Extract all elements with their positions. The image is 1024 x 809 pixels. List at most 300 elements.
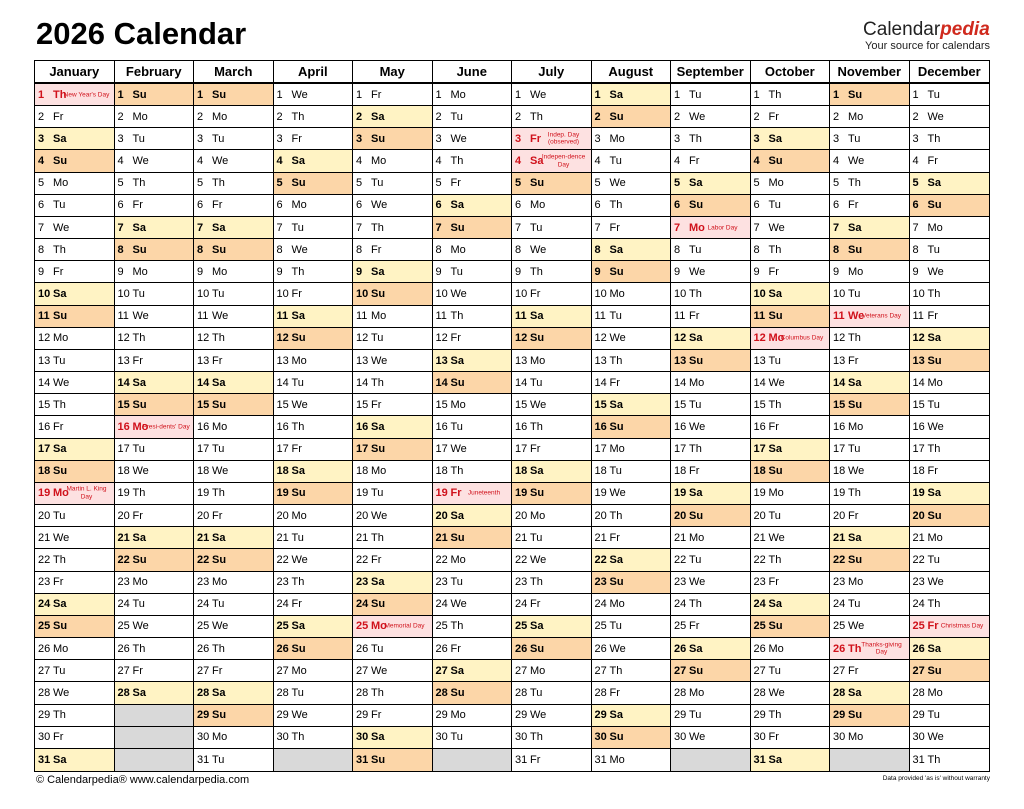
day-number: 31 <box>197 753 210 766</box>
day-cell <box>512 239 592 261</box>
day-number: 5 <box>833 177 840 190</box>
weekday-label: Fr <box>132 664 143 677</box>
weekday-label: Su <box>212 553 227 566</box>
weekday-label: Th <box>371 221 384 234</box>
day-cell <box>512 217 592 239</box>
day-cell <box>353 594 433 616</box>
weekday-label: Fr <box>848 199 859 212</box>
day-cell <box>274 705 354 727</box>
weekday-label: Mo <box>689 221 705 234</box>
holiday-cell <box>433 483 513 505</box>
day-cell <box>512 283 592 305</box>
weekday-label: Su <box>450 531 465 544</box>
day-number: 4 <box>515 155 522 168</box>
weekday-label: Sa <box>291 465 305 478</box>
weekday-label: We <box>53 376 70 389</box>
day-number: 17 <box>912 443 925 456</box>
day-cell <box>592 439 672 461</box>
day-cell <box>115 505 195 527</box>
day-number: 24 <box>912 598 925 611</box>
day-cell <box>592 682 672 704</box>
weekday-label: Sa <box>768 132 782 145</box>
day-cell <box>671 173 751 195</box>
holiday-cell <box>512 128 592 150</box>
weekday-label: Sa <box>848 686 862 699</box>
day-cell <box>751 505 831 527</box>
day-cell <box>353 372 433 394</box>
day-number: 26 <box>276 642 289 655</box>
weekday-label: Fr <box>848 664 859 677</box>
day-cell <box>830 195 910 217</box>
day-number: 30 <box>515 731 528 744</box>
day-cell <box>274 505 354 527</box>
day-number: 1 <box>753 88 760 101</box>
day-number: 9 <box>197 265 204 278</box>
weekday-label: Su <box>609 731 624 744</box>
weekday-label: We <box>927 576 944 589</box>
day-cell <box>830 350 910 372</box>
day-number: 29 <box>197 709 210 722</box>
weekday-label: Tu <box>530 376 543 389</box>
weekday-label: Sa <box>768 753 782 766</box>
weekday-label: Th <box>768 243 782 256</box>
day-cell <box>353 549 433 571</box>
day-number: 26 <box>197 642 210 655</box>
weekday-label: Th <box>212 487 225 500</box>
weekday-label: Th <box>530 576 543 589</box>
weekday-label: Su <box>689 354 704 367</box>
day-number: 22 <box>674 553 687 566</box>
weekday-label: Fr <box>212 354 223 367</box>
day-number: 17 <box>515 443 528 456</box>
day-number: 6 <box>515 199 522 212</box>
weekday-label: Mo <box>609 288 625 301</box>
month-header-november: November <box>830 61 910 84</box>
day-cell <box>512 394 592 416</box>
day-cell <box>512 195 592 217</box>
day-cell <box>592 505 672 527</box>
weekday-label: Mo <box>768 177 784 190</box>
weekday-label: We <box>530 398 547 411</box>
day-number: 1 <box>674 88 681 101</box>
day-cell <box>35 150 115 172</box>
weekday-label: Su <box>609 420 624 433</box>
weekday-label: We <box>53 686 70 699</box>
day-number: 16 <box>912 420 925 433</box>
day-cell <box>115 261 195 283</box>
day-cell <box>274 239 354 261</box>
day-cell <box>194 283 274 305</box>
day-cell <box>194 594 274 616</box>
weekday-label: Mo <box>609 598 625 611</box>
weekday-label: Fr <box>927 465 938 478</box>
weekday-label: Su <box>53 465 68 478</box>
day-cell <box>751 461 831 483</box>
day-number: 10 <box>117 288 130 301</box>
day-number: 5 <box>38 177 45 190</box>
day-number: 25 <box>435 620 448 633</box>
day-cell <box>751 572 831 594</box>
day-number: 26 <box>356 642 369 655</box>
day-cell <box>194 461 274 483</box>
day-number: 17 <box>117 443 130 456</box>
day-cell <box>274 394 354 416</box>
day-number: 29 <box>276 709 289 722</box>
day-number: 17 <box>594 443 607 456</box>
day-number: 14 <box>833 376 846 389</box>
weekday-label: Sa <box>768 598 782 611</box>
day-cell <box>592 638 672 660</box>
day-number: 31 <box>515 753 528 766</box>
day-number: 10 <box>594 288 607 301</box>
empty-day-cell <box>671 749 751 771</box>
day-number: 7 <box>912 221 919 234</box>
day-number: 15 <box>912 398 925 411</box>
day-cell <box>751 549 831 571</box>
weekday-label: Su <box>609 110 624 123</box>
weekday-label: Sa <box>609 88 623 101</box>
brand-name <box>863 20 990 40</box>
day-number: 21 <box>276 531 289 544</box>
weekday-label: Mo <box>291 199 307 212</box>
weekday-label: Su <box>768 620 783 633</box>
day-number: 11 <box>276 310 289 323</box>
day-cell <box>194 128 274 150</box>
weekday-label: Tu <box>132 443 145 456</box>
weekday-label: Th <box>768 553 782 566</box>
day-number: 19 <box>38 487 51 500</box>
day-cell <box>512 505 592 527</box>
day-number: 19 <box>117 487 130 500</box>
day-number: 1 <box>515 88 522 101</box>
day-cell <box>115 128 195 150</box>
weekday-label: We <box>212 620 229 633</box>
weekday-label: Sa <box>768 443 782 456</box>
weekday-label: Su <box>450 686 465 699</box>
day-number: 17 <box>435 443 448 456</box>
weekday-label: Th <box>848 332 861 345</box>
weekday-label: We <box>53 531 70 544</box>
footer-copyright[interactable]: © Calendarpedia® www.calendarpedia.com <box>36 774 250 786</box>
page-title: 2026 Calendar <box>36 16 247 51</box>
day-cell <box>592 372 672 394</box>
weekday-label: Th <box>768 398 782 411</box>
day-cell <box>194 394 274 416</box>
weekday-label: Th <box>450 155 464 168</box>
day-cell <box>274 527 354 549</box>
day-cell <box>751 239 831 261</box>
day-number: 15 <box>38 398 51 411</box>
weekday-label: We <box>689 731 706 744</box>
day-number: 23 <box>594 576 607 589</box>
weekday-label: Th <box>689 598 702 611</box>
day-cell <box>353 239 433 261</box>
day-cell <box>194 549 274 571</box>
weekday-label: Th <box>212 332 225 345</box>
weekday-label: Fr <box>291 598 302 611</box>
day-number: 27 <box>833 664 846 677</box>
day-number: 5 <box>356 177 363 190</box>
day-number: 3 <box>594 132 601 145</box>
day-cell <box>274 150 354 172</box>
day-number: 11 <box>594 310 606 323</box>
day-number: 23 <box>117 576 130 589</box>
weekday-label: Fr <box>689 465 700 478</box>
day-number: 12 <box>197 332 210 345</box>
weekday-label: We <box>132 310 149 323</box>
day-number: 25 <box>912 620 925 633</box>
day-cell <box>671 150 751 172</box>
weekday-label: Tu <box>689 243 702 256</box>
day-number: 11 <box>38 310 50 323</box>
day-number: 16 <box>356 420 369 433</box>
weekday-label: Th <box>609 509 623 522</box>
day-number: 4 <box>674 155 681 168</box>
day-cell <box>512 461 592 483</box>
footer-disclaimer: Data provided 'as is' without warranty <box>882 775 990 782</box>
day-number: 18 <box>753 465 766 478</box>
weekday-label: Mo <box>689 376 705 389</box>
weekday-label: We <box>768 686 785 699</box>
day-cell <box>115 527 195 549</box>
weekday-label: Su <box>132 243 147 256</box>
day-number: 11 <box>753 310 766 323</box>
weekday-label: We <box>768 531 785 544</box>
day-number: 20 <box>356 509 369 522</box>
day-number: 1 <box>435 88 442 101</box>
day-cell <box>751 616 831 638</box>
month-header-january: January <box>35 61 115 84</box>
brand-logo[interactable] <box>863 20 990 52</box>
weekday-label: Su <box>371 598 386 611</box>
day-number: 7 <box>594 221 601 234</box>
day-cell <box>353 84 433 106</box>
day-number: 20 <box>117 509 130 522</box>
day-number: 11 <box>356 310 368 323</box>
weekday-label: Fr <box>132 199 143 212</box>
day-cell <box>910 261 990 283</box>
day-cell <box>115 572 195 594</box>
day-number: 11 <box>912 310 924 323</box>
weekday-label: Su <box>132 88 147 101</box>
weekday-label: Mo <box>53 177 69 190</box>
month-header-september: September <box>671 61 751 84</box>
weekday-label: Th <box>371 686 384 699</box>
day-cell <box>353 128 433 150</box>
holiday-cell <box>671 217 751 239</box>
day-number: 8 <box>117 243 124 256</box>
day-number: 24 <box>276 598 289 611</box>
weekday-label: Sa <box>530 620 544 633</box>
month-header-december: December <box>910 61 990 84</box>
day-number: 9 <box>674 265 681 278</box>
weekday-label: Su <box>371 753 386 766</box>
day-cell <box>274 217 354 239</box>
day-cell <box>433 217 513 239</box>
holiday-cell <box>353 616 433 638</box>
day-number: 18 <box>38 465 51 478</box>
day-cell <box>910 572 990 594</box>
day-cell <box>35 394 115 416</box>
day-cell <box>35 727 115 749</box>
day-cell <box>274 128 354 150</box>
day-number: 28 <box>515 686 528 699</box>
weekday-label: Fr <box>530 288 541 301</box>
day-cell <box>194 439 274 461</box>
holiday-cell <box>830 306 910 328</box>
weekday-label: Fr <box>132 354 143 367</box>
day-number: 17 <box>356 443 369 456</box>
day-number: 2 <box>276 110 283 123</box>
day-cell <box>274 461 354 483</box>
day-number: 30 <box>833 731 846 744</box>
day-cell <box>512 84 592 106</box>
weekday-label: Su <box>689 199 704 212</box>
day-cell <box>35 638 115 660</box>
holiday-cell <box>830 638 910 660</box>
day-cell <box>751 705 831 727</box>
weekday-label: Sa <box>371 576 385 589</box>
month-header-february: February <box>115 61 195 84</box>
holiday-cell <box>910 616 990 638</box>
day-cell <box>592 239 672 261</box>
day-number: 6 <box>435 199 442 212</box>
weekday-label: Fr <box>371 709 382 722</box>
day-number: 3 <box>435 132 442 145</box>
weekday-label: Su <box>689 509 704 522</box>
weekday-label: Tu <box>212 443 225 456</box>
day-cell <box>35 505 115 527</box>
weekday-label: Tu <box>689 709 702 722</box>
day-cell <box>910 505 990 527</box>
weekday-label: Sa <box>927 177 941 190</box>
holiday-name: Indepen-dence Day <box>541 153 586 169</box>
calendar-grid <box>34 60 990 772</box>
day-cell <box>751 128 831 150</box>
weekday-label: We <box>450 598 467 611</box>
day-cell <box>353 682 433 704</box>
weekday-label: Tu <box>689 398 702 411</box>
day-cell <box>35 328 115 350</box>
day-cell <box>592 572 672 594</box>
day-number: 22 <box>197 553 210 566</box>
holiday-cell <box>35 483 115 505</box>
day-number: 18 <box>833 465 846 478</box>
day-cell <box>353 439 433 461</box>
day-number: 21 <box>833 531 846 544</box>
day-cell <box>830 505 910 527</box>
day-number: 12 <box>356 332 369 345</box>
day-cell <box>830 727 910 749</box>
day-cell <box>910 682 990 704</box>
weekday-label: Th <box>450 310 464 323</box>
weekday-label: Fr <box>450 487 462 500</box>
weekday-label: We <box>530 88 547 101</box>
day-number: 8 <box>674 243 681 256</box>
weekday-label: Mo <box>768 332 785 345</box>
day-cell <box>512 594 592 616</box>
day-number: 4 <box>276 155 283 168</box>
weekday-label: Tu <box>371 642 384 655</box>
holiday-cell <box>115 416 195 438</box>
day-cell <box>751 638 831 660</box>
day-cell <box>115 195 195 217</box>
day-number: 16 <box>753 420 766 433</box>
day-cell <box>671 572 751 594</box>
weekday-label: We <box>689 420 706 433</box>
day-cell <box>194 239 274 261</box>
weekday-label: Sa <box>689 332 703 345</box>
day-number: 20 <box>753 509 766 522</box>
weekday-label: We <box>291 88 308 101</box>
day-number: 14 <box>38 376 51 389</box>
weekday-label: Fr <box>450 177 461 190</box>
weekday-label: Th <box>291 576 305 589</box>
day-number: 13 <box>833 354 846 367</box>
day-number: 22 <box>912 553 925 566</box>
weekday-label: Su <box>132 553 147 566</box>
day-number: 8 <box>515 243 522 256</box>
weekday-label: We <box>689 265 706 278</box>
day-cell <box>115 372 195 394</box>
weekday-label: Fr <box>291 132 302 145</box>
weekday-label: Mo <box>530 664 546 677</box>
weekday-label: Sa <box>371 110 385 123</box>
day-number: 3 <box>117 132 124 145</box>
day-number: 7 <box>117 221 124 234</box>
weekday-label: We <box>927 420 944 433</box>
day-cell <box>194 195 274 217</box>
weekday-label: Mo <box>132 576 148 589</box>
day-number: 24 <box>435 598 448 611</box>
weekday-label: Fr <box>530 443 541 456</box>
day-cell <box>751 84 831 106</box>
day-number: 16 <box>38 420 51 433</box>
weekday-label: We <box>768 221 785 234</box>
day-cell <box>274 549 354 571</box>
day-number: 19 <box>435 487 448 500</box>
weekday-label: Mo <box>53 642 69 655</box>
day-cell <box>274 483 354 505</box>
day-number: 11 <box>674 310 686 323</box>
day-cell <box>194 638 274 660</box>
holiday-name: Juneteenth <box>467 489 501 497</box>
day-number: 20 <box>435 509 448 522</box>
weekday-label: Tu <box>53 354 66 367</box>
day-cell <box>115 616 195 638</box>
weekday-label: Fr <box>768 110 779 123</box>
day-cell <box>592 261 672 283</box>
brand-name-part1: Calendar <box>863 19 941 40</box>
weekday-label: Tu <box>689 88 702 101</box>
day-number: 8 <box>197 243 204 256</box>
weekday-label: Sa <box>212 376 226 389</box>
day-cell <box>353 705 433 727</box>
day-cell <box>910 173 990 195</box>
day-cell <box>671 439 751 461</box>
day-cell <box>751 306 831 328</box>
weekday-label: Fr <box>530 598 541 611</box>
weekday-label: Su <box>530 487 545 500</box>
weekday-label: We <box>609 487 626 500</box>
day-number: 1 <box>197 88 204 101</box>
weekday-label: We <box>291 553 308 566</box>
day-number: 30 <box>276 731 289 744</box>
day-number: 19 <box>594 487 607 500</box>
weekday-label: We <box>530 709 547 722</box>
weekday-label: Su <box>212 88 227 101</box>
day-number: 26 <box>515 642 528 655</box>
